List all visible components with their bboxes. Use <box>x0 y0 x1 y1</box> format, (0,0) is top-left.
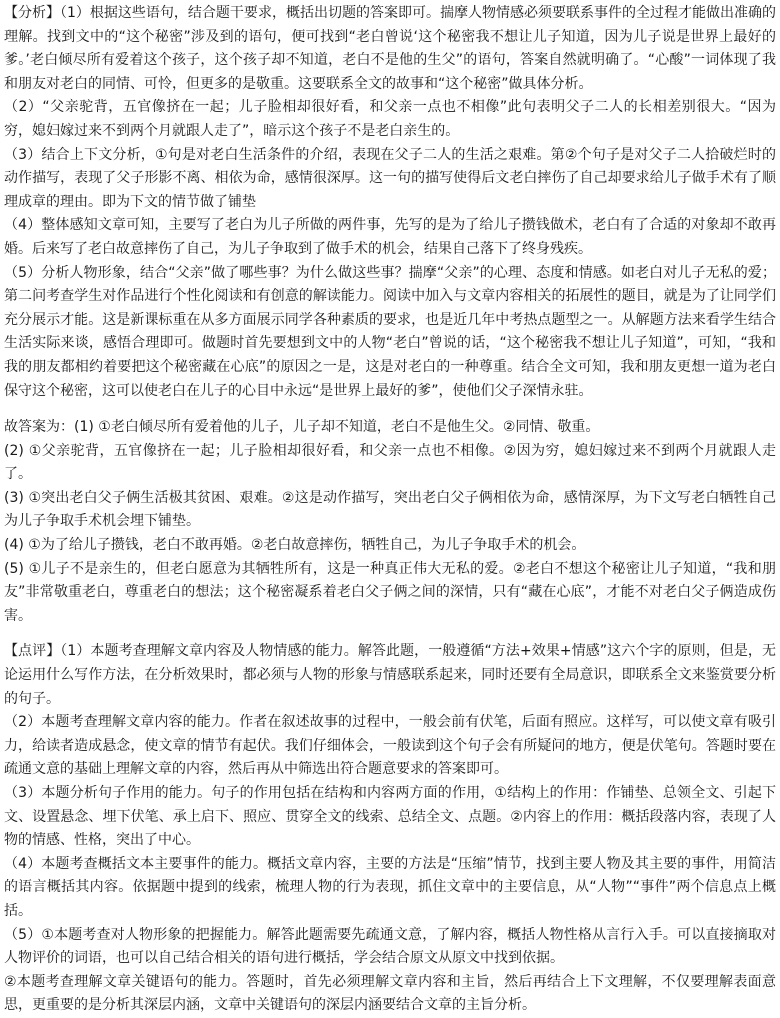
comment-paragraph-4: （4）本题考查概括文本主要事件的能力。概括文章内容，主要的方法是“压缩”情节，找到主要人物及其主要的事件，用简洁的语言概括其内容。依据题中提到的线索，梳理人物的行为表现，抓住文章中的主要信息，从“人物”“事件”两个信息点上概括。 <box>4 855 776 919</box>
analysis-paragraph-2: （2）“父亲驼背，五官像挤在一起；儿子脸相却很好看，和父亲一点也不相像”此句表明父子二人的长相差别很大。“因为穷，媳妇嫁过来不到两个月就跟人走了”，暗示这个孩子不是老白亲生的。 <box>4 99 776 139</box>
comment-paragraph-2: （2）本题考查理解文章内容的能力。作者在叙述故事的过程中，一般会前有伏笔，后面有照应。这样写，可以使文章有吸引力，给读者造成悬念，使文章的情节有起伏。我们仔细体会，一般读到这个句子会有所疑问的地方，便是伏笔句。答题时要在疏通文意的基础上理解文章的内容，然后再从中筛选出符合题意要求的答案即可。 <box>4 714 776 778</box>
comment-section <box>4 640 776 1018</box>
analysis-paragraph-5: （5）分析人物形象，结合“父亲”做了哪些事？为什么做这些事？揣摩“父亲”的心理、态度和情感。如老白对儿子无私的爱；第二问考查学生对作品进行个性化阅读和有创意的解读能力。阅读中加入与文章内容相关的拓展性的题目，就是为了让同学们充分展示才能。这是新课标重在从多方面展示同学各种素质的要求，也是近几年中考热点题型之一。从解题方法来看学生结合生活实际来谈，感悟合理即可。做题时首先要想到文中的人物“老白”曾说的话，“这个秘密我不想让儿子知道”，可知，“我和我的朋友都相约着要把这个秘密藏在心底”的原因之一是，这是对老白的一种尊重。结合全文可知，我和朋友更想一道为老白保守这个秘密，这可以使老白在儿子的心目中永远“是世界上最好的爹”，使他们父子深情永驻。 <box>4 264 776 399</box>
comment-paragraph-3: （3）本题分析句子作用的能力。句子的作用包括在结构和内容两方面的作用，①结构上的作用：作铺垫、总领全文、引起下文、设置悬念、埋下伏笔、承上启下、照应、贯穿全文的线索、总结全文、点题。②内容上的作用：概括段落内容，表现了人物的情感、性格，突出了中心。 <box>4 785 776 849</box>
section-gap <box>4 403 776 416</box>
answer-line-3: (3) ①突出老白父子俩生活极其贫困、艰难。②这是动作描写，突出老白父子俩相依为命，感情深厚，为下文写老白牺牲自己为儿子争取手术机会埋下铺垫。 <box>4 489 776 530</box>
answer-line-4: (4) ①为了给儿子攒钱，老白不敢再婚。②老白故意摔伤，牺牲自己，为儿子争取手术的机会。 <box>4 537 586 554</box>
section-gap <box>4 628 776 640</box>
comment-paragraph-6: ②本题考查理解文章关键语句的能力。答题时，首先必须理解文章内容和主旨，然后再结合上下文理解，不仅要理解表面意思，更重要的是分析其深层内涵，文章中关键语句的深层内涵要结合文章的主旨分析。 <box>4 973 776 1014</box>
analysis-paragraph-3: （3）结合上下文分析，①句是对老白生活条件的介绍，表现在父子二人的生活之艰难。第②个句子是对父子二人拾破烂时的动作描写，表现了父子形影不离、相依为命，感情很深厚。这一句的描写使得后文老白摔伤了自己却要求给儿子做手术有了顺理成章的理由。即为下文的情节做了铺垫 <box>4 146 776 210</box>
answer-section <box>4 416 776 628</box>
comment-paragraph-5: （5）①本题考查对人物形象的把握能力。解答此题需要先疏通文意，了解内容，概括人物性格从言行入手。可以直接摘取对人物评价的词语，也可以自己结合相关的语句进行概括，学会结合原文从原文中找到依据。 <box>4 926 776 967</box>
analysis-section <box>4 2 776 403</box>
answer-line-5: (5) ①儿子不是亲生的，但老白愿意为其牺牲所有，这是一种真正伟大无私的爱。②老白不想这个秘密让儿子知道，“我和朋友”非常敬重老白，尊重老白的想法；这个秘密凝系着老白父子俩之间的深情，只有“藏在心底”，才能不对老白父子俩造成伤害。 <box>4 560 776 624</box>
answer-line-2: (2) ①父亲驼背，五官像挤在一起；儿子脸相却很好看，和父亲一点也不相像。②因为穷，媳妇嫁过来不到两个月就跟人走了。 <box>4 442 776 483</box>
analysis-paragraph-4: （4）整体感知文章可知，主要写了老白为儿子所做的两件事，先写的是为了给儿子攒钱做术，老白有了合适的对象却不敢再婚。后来写了老白故意摔伤了自己，为儿子争取到了做手术的机会，结果自己落下了终身残疾。 <box>4 217 776 257</box>
comment-paragraph-1: 【点评】（1）本题考查理解文章内容及人物情感的能力。解答此题，一般遵循“方法+效果+情感”这六个字的原则，但是，无论运用什么写作方法，在分析效果时，都必须与人物的形象与情感联系起来，同时还要有全局意识，即联系全文来鉴赏要分析的句子。 <box>4 643 776 707</box>
answer-line-1: 故答案为：(1) ①老白倾尽所有爱着他的儿子，儿子却不知道，老白不是他生父。②同情、敬重。 <box>4 419 600 436</box>
analysis-paragraph-1: 【分析】（1）根据这些语句，结合题干要求，概括出切题的答案即可。揣摩人物情感必须要联系事件的全过程才能做出准确的理解。找到文中的“这个秘密”涉及到的语句，便可找到“老白曾说‘这个秘密我不想让儿子知道，因为儿子说是世界上最好的爹。’老白倾尽所有爱着这个孩子，这个孩子却不知道，老白不是他的生父”的语句，答案自然就明确了。“心酸”一词体现了我和朋友对老白的同情、可怜，但更多的是敬重。这要联系全文的故事和“这个秘密”做具体分析。 <box>4 5 776 92</box>
